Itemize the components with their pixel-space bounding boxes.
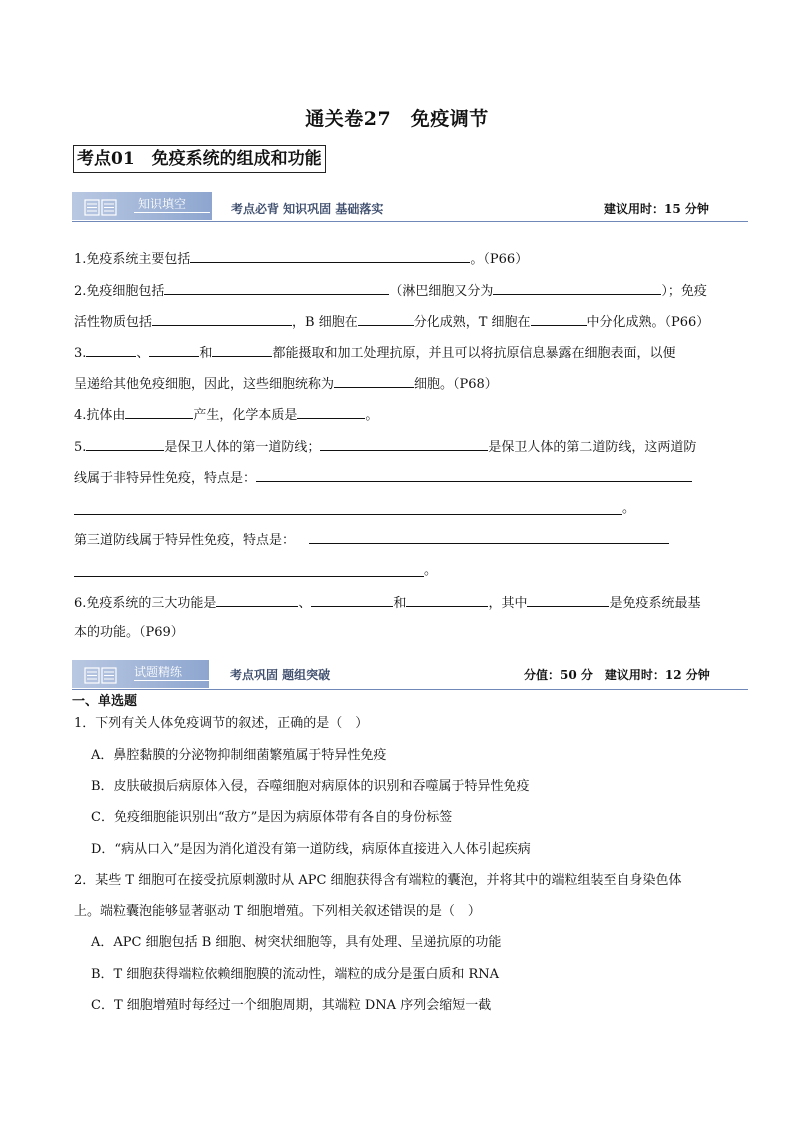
question-2-option-c[interactable]: C．T 细胞增殖时每经过一个细胞周期，其端粒 DNA 序列会缩短一截 xyxy=(91,998,492,1013)
fill-line-4: 3. 、 和 都能摄取和加工处理抗原，并且可以将抗原信息暴露在细胞表面，以便 xyxy=(74,342,675,364)
fill-period: 。 xyxy=(424,563,438,578)
answer-blank[interactable] xyxy=(358,311,414,326)
fill-line-8: 线属于非特异性免疫，特点是： xyxy=(74,467,692,489)
fill-line-3: 活性物质包括 ，B 细胞在 分化成熟，T 细胞在 中分化成熟。（P66） xyxy=(74,311,709,333)
book-icon xyxy=(84,199,118,216)
answer-blank[interactable] xyxy=(74,514,622,515)
fill-line-12: 6.免疫系统的三大功能是 、 和 ，其中 是免疫系统最基 xyxy=(74,592,700,614)
answer-blank[interactable] xyxy=(86,436,164,451)
fill-line-1: 1.免疫系统主要包括 。（P66） xyxy=(74,248,528,270)
question-1-option-c[interactable]: C．免疫细胞能识别出“敌方”是因为病原体带有各自的身份标签 xyxy=(91,810,453,825)
answer-blank[interactable] xyxy=(149,342,199,357)
fill-line-5: 呈递给其他免疫细胞，因此，这些细胞统称为 细胞。（P68） xyxy=(74,373,498,395)
fill-line-10: 第三道防线属于特异性免疫，特点是： xyxy=(74,529,669,551)
fill-line-7: 5. 是保卫人体的第一道防线； 是保卫人体的第二道防线，这两道防 xyxy=(74,436,696,458)
banner-middle-text: 考点巩固 题组突破 xyxy=(230,668,331,682)
answer-blank[interactable] xyxy=(152,311,292,326)
banner-label: 试题精练 xyxy=(134,665,183,679)
answer-blank[interactable] xyxy=(297,404,365,419)
question-1-option-a[interactable]: A．鼻腔黏膜的分泌物抑制细菌繁殖属于特异性免疫 xyxy=(91,748,387,763)
fill-period: 。 xyxy=(622,501,636,516)
answer-blank[interactable] xyxy=(125,404,193,419)
answer-blank[interactable] xyxy=(311,592,393,607)
banner-practice xyxy=(72,660,748,690)
fill-line-6: 4.抗体由 产生，化学本质是 。 xyxy=(74,404,378,426)
answer-blank[interactable] xyxy=(334,373,414,388)
banner-label-box xyxy=(72,660,209,688)
banner-label: 知识填空 xyxy=(138,197,187,211)
answer-blank[interactable] xyxy=(320,436,488,451)
question-2-stem-line2: 上。端粒囊泡能够显著驱动 T 细胞增殖。下列相关叙述错误的是（ ） xyxy=(74,904,481,919)
answer-blank[interactable] xyxy=(406,592,488,607)
answer-blank[interactable] xyxy=(256,467,692,482)
answer-blank[interactable] xyxy=(493,280,661,295)
banner-score-time: 分值：50 分 建议用时：12 分钟 xyxy=(524,668,710,682)
answer-blank[interactable] xyxy=(86,342,136,357)
answer-blank[interactable] xyxy=(531,311,587,326)
banner-label-box xyxy=(72,192,212,220)
answer-blank[interactable] xyxy=(164,280,389,295)
book-icon xyxy=(84,667,118,684)
fill-line-2: 2.免疫细胞包括 （淋巴细胞又分为 ）；免疫 xyxy=(74,280,707,302)
answer-blank[interactable] xyxy=(309,529,669,544)
answer-blank[interactable] xyxy=(190,248,470,263)
question-2-option-a[interactable]: A．APC 细胞包括 B 细胞、树突状细胞等，具有处理、呈递抗原的功能 xyxy=(91,935,502,950)
question-2-option-b[interactable]: B．T 细胞获得端粒依赖细胞膜的流动性，端粒的成分是蛋白质和 RNA xyxy=(91,967,500,982)
section-label: 一、单选题 xyxy=(72,694,138,709)
banner-time: 建议用时：15 分钟 xyxy=(604,202,709,216)
banner-middle-text: 考点必背 知识巩固 基础落实 xyxy=(231,202,384,216)
section-heading: 考点01 免疫系统的组成和功能 xyxy=(73,145,326,173)
question-1-option-b[interactable]: B．皮肤破损后病原体入侵，吞噬细胞对病原体的识别和吞噬属于特异性免疫 xyxy=(91,779,530,794)
question-2-stem-line1: 2．某些 T 细胞可在接受抗原刺激时从 APC 细胞获得含有端粒的囊泡，并将其中的端粒组装至自身染色体 xyxy=(74,873,682,888)
answer-blank[interactable] xyxy=(74,576,424,577)
banner-knowledge xyxy=(72,192,748,222)
fill-line-13: 本的功能。（P69） xyxy=(74,625,184,640)
answer-blank[interactable] xyxy=(527,592,609,607)
answer-blank[interactable] xyxy=(212,342,272,357)
question-1-stem: 1．下列有关人体免疫调节的叙述，正确的是（ ） xyxy=(74,716,369,731)
page-title: 通关卷27 免疫调节 xyxy=(305,108,489,130)
question-1-option-d[interactable]: D．“病从口入”是因为消化道没有第一道防线，病原体直接进入人体引起疾病 xyxy=(91,842,531,857)
answer-blank[interactable] xyxy=(216,592,298,607)
